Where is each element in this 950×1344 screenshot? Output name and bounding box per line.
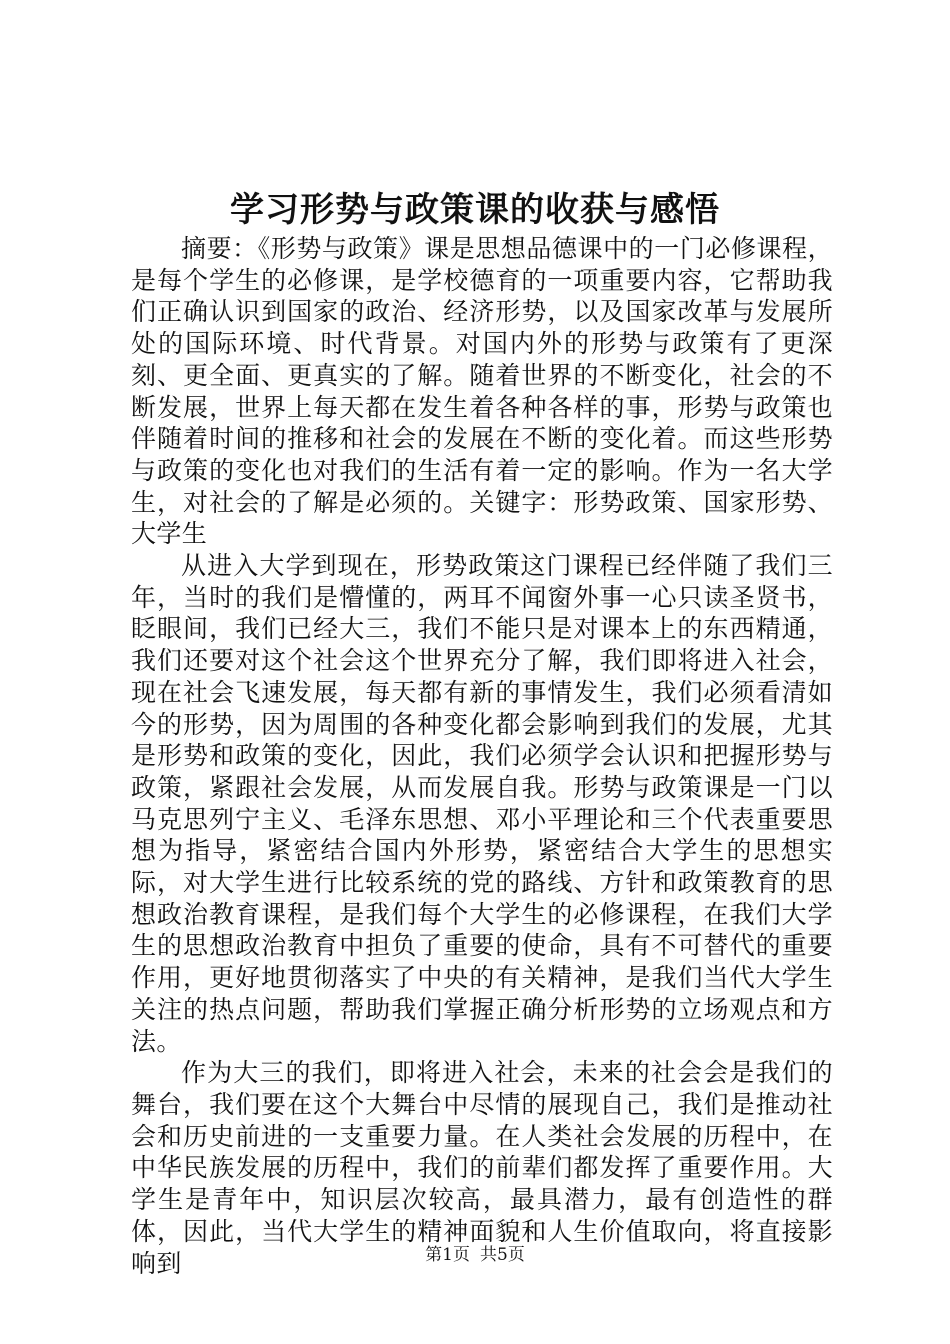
page-number: 第1页 [425,1245,470,1265]
paragraph-body-1: 从进入大学到现在，形势政策这门课程已经伴随了我们三年，当时的我们是懵懂的，两耳不闻窗外事一心只读圣贤书，眨眼间，我们已经大三，我们不能只是对课本上的东西精通，我们还要对这个社会这个世界充分了解，我们即将进入社会，现在社会飞速发展，每天都有新的事情发生，我们必须看清如今的形势，因为周围的各种变化都会影响到我们的发展，尤其是形势和政策的变化，因此，我们必须学会认识和把握形势与政策，紧跟社会发展，从而发展自我。形势与政策课是一门以马克思列宁主义、毛泽东思想、邓小平理论和三个代表重要思想为指导，紧密结合国内外形势，紧密结合大学生的思想实际，对大学生进行比较系统的党的路线、方针和政策教育的思想政治教育课程，是我们每个大学生的必修课程，在我们大学生的思想政治教育中担负了重要的使命，具有不可替代的重要作用，更好地贯彻落实了中央的有关精神，是我们当代大学生关注的热点问题，帮助我们掌握正确分析形势的立场观点和方法。 [131,551,833,1056]
page-total: 共5页 [480,1245,525,1265]
page-footer [0,1243,950,1267]
document-body [131,233,833,1279]
paragraph-abstract: 摘要：《形势与政策》课是思想品德课中的一门必修课程，是每个学生的必修课，是学校德育的一项重要内容，它帮助我们正确认识到国家的政治、经济形势，以及国家改革与发展所处的国际环境、时代背景。对国内外的形势与政策有了更深刻、更全面、更真实的了解。随着世界的不断变化，社会的不断发展，世界上每天都在发生着各种各样的事，形势与政策也伴随着时间的推移和社会的发展在不断的变化着。而这些形势与政策的变化也对我们的生活有着一定的影响。作为一名大学生，对社会的了解是必须的。关键字：形势政策、国家形势、大学生 [131,234,833,549]
paragraph-body-2: 作为大三的我们，即将进入社会，未来的社会会是我们的舞台，我们要在这个大舞台中尽情的展现自己，我们是推动社会和历史前进的一支重要力量。在人类社会发展的历程中，在中华民族发展的历程中，我们的前辈们都发挥了重要作用。大学生是青年中，知识层次较高，最具潜力，最有创造性的群体，因此，当代大学生的精神面貌和人生价值取向，将直接影响到 [131,1058,833,1278]
document-title: 学习形势与政策课的收获与感悟 [230,190,720,230]
